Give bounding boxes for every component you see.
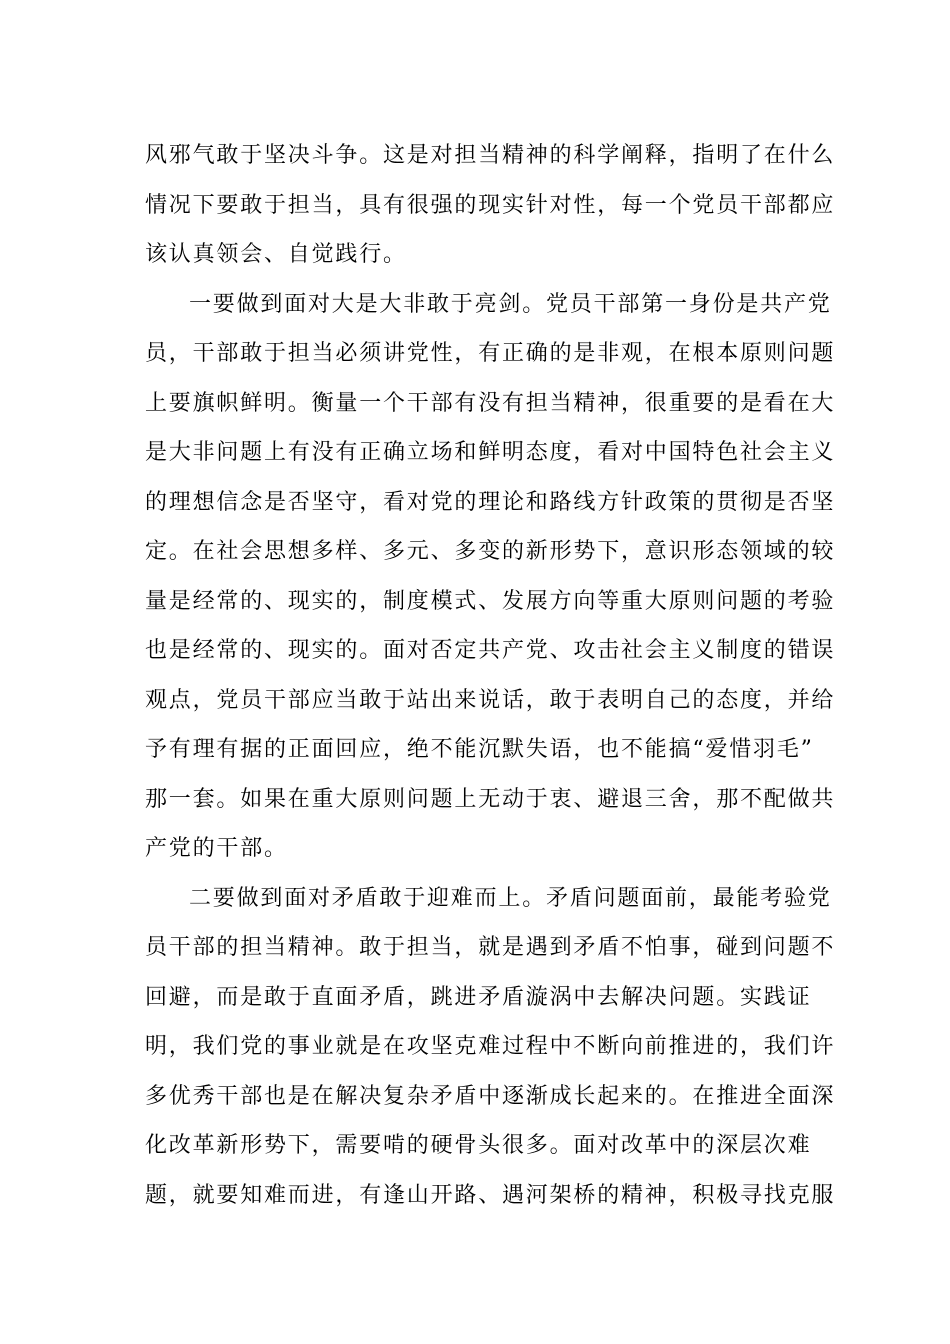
text-line: 观点，党员干部应当敢于站出来说话，敢于表明自己的态度，并给 xyxy=(145,687,836,713)
text-line: 风邪气敢于坚决斗争。这是对担当精神的科学阐释，指明了在什么 xyxy=(145,143,836,168)
text-line: 回避，而是敢于直面矛盾，跳进矛盾漩涡中去解决问题。实践证 xyxy=(145,984,812,1010)
text-line: 予有理有据的正面回应，绝不能沉默失语，也不能搞“爱惜羽毛” xyxy=(145,737,814,762)
text-line: 员，干部敢于担当必须讲党性，有正确的是非观，在根本原则问题 xyxy=(145,341,836,366)
text-line: 也是经常的、现实的。面对否定共产党、攻击社会主义制度的错误 xyxy=(145,638,836,663)
text-line: 是大非问题上有没有正确立场和鲜明态度，看对中国特色社会主义 xyxy=(145,440,836,465)
text-line: 该认真领会、自觉践行。 xyxy=(145,242,407,267)
text-line: 题，就要知难而进，有逢山开路、遇河架桥的精神，积极寻找克服 xyxy=(145,1182,836,1208)
text-line: 量是经常的、现实的，制度模式、发展方向等重大原则问题的考验 xyxy=(145,588,836,614)
body-text xyxy=(145,131,836,1220)
text-line: 化改革新形势下，需要啃的硬骨头很多。面对改革中的深层次难 xyxy=(145,1133,812,1158)
text-line: 员干部的担当精神。敢于担当，就是遇到矛盾不怕事，碰到问题不 xyxy=(145,935,836,960)
text-line: 产党的干部。 xyxy=(145,836,288,861)
text-line: 情况下要敢于担当，具有很强的现实针对性，每一个党员干部都应 xyxy=(145,192,836,218)
text-line: 多优秀干部也是在解决复杂矛盾中逐渐成长起来的。在推进全面深 xyxy=(145,1083,836,1109)
paragraph-first-line: 一要做到面对大是大非敢于亮剑。党员干部第一身份是共产党 xyxy=(189,291,832,317)
text-line: 那一套。如果在重大原则问题上无动于衷、避退三舍，那不配做共 xyxy=(145,786,836,812)
paragraph-first-line: 二要做到面对矛盾敢于迎难而上。矛盾问题面前，最能考验党 xyxy=(189,885,832,911)
text-line: 定。在社会思想多样、多元、多变的新形势下，意识形态领域的较 xyxy=(145,539,836,564)
text-line: 的理想信念是否坚守，看对党的理论和路线方针政策的贯彻是否坚 xyxy=(145,489,836,515)
text-line: 上要旗帜鲜明。衡量一个干部有没有担当精神，很重要的是看在大 xyxy=(145,390,836,416)
text-line: 明，我们党的事业就是在攻坚克难过程中不断向前推进的，我们许 xyxy=(145,1034,836,1059)
